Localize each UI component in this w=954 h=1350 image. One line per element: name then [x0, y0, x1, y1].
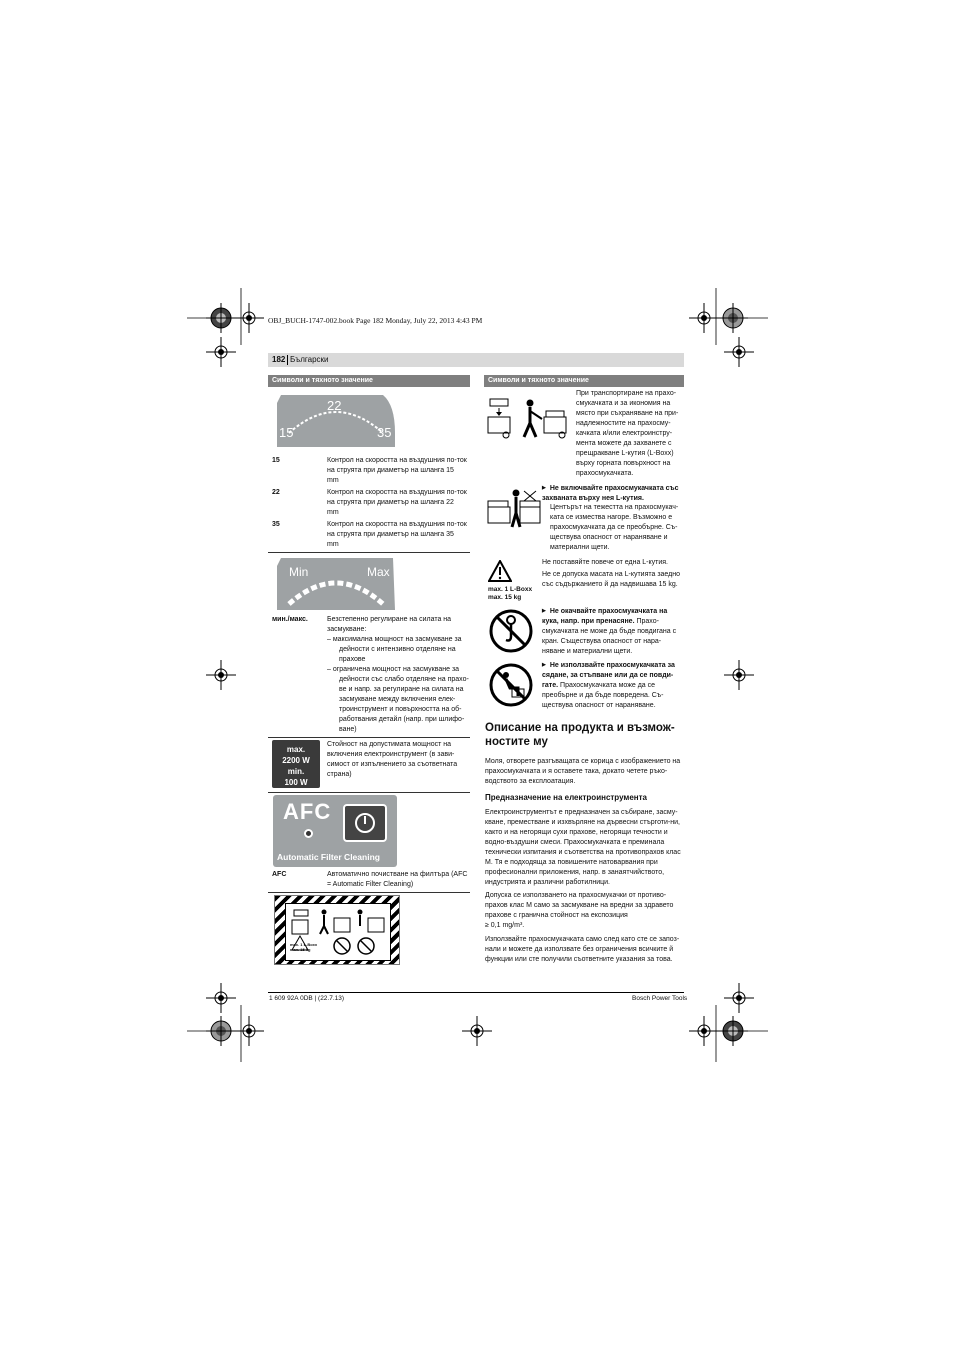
- paragraph-dust-class: Допуска се използването на прахосмукачки от противо-прахов клас М само за засмукване на вредни за здравето прахове с гранична стойност на експозиция: [485, 892, 674, 919]
- dial-label-15: 15: [279, 425, 294, 440]
- registration-target-top-left-2: [234, 303, 264, 333]
- power-label-icon: [272, 740, 320, 788]
- registration-target-bottom-left-top: [206, 983, 236, 1013]
- no-sit-icon: [488, 662, 534, 708]
- power-line-2: 2200 W: [282, 756, 310, 765]
- no-sit-warning-bold: Не използвайте прахосмукачката за сядане, за стъпване или да се повди-гате.: [542, 662, 675, 689]
- power-text: Стойност на допустимата мощност на включения електроинструмент (в зави-симост от изпълнението за съответната страна): [327, 741, 458, 778]
- no-switch-pictogram: [486, 487, 542, 531]
- no-hook-warning-text: Прахо-смукачката не може да бъде повдигана с кран. Съществува опасност от нара-няване и материални щети.: [542, 618, 677, 655]
- no-sit-warning-text: Прахосмукачката може да се преобърне и да бъде повредена. Съ-ществува опасност от нараняване.: [542, 682, 664, 709]
- minmax-intro: Безстепенно регулиране на силата на засмукване:: [327, 616, 452, 633]
- power-line-3: min.: [287, 767, 305, 776]
- registration-target-bottom-right-2: [718, 1016, 748, 1046]
- no-hook-icon: [488, 608, 534, 654]
- page-number: 182: [272, 355, 286, 364]
- dial-label-22: 22: [327, 398, 342, 413]
- registration-target-bottom-right: [689, 1016, 719, 1046]
- warning-label-plate: [274, 895, 400, 965]
- page-header-bar: [268, 353, 684, 367]
- no-hook-warning: [542, 606, 684, 657]
- left-table-header: Символи и тяхното значение: [268, 375, 470, 387]
- no-hook-warning-bold: Не окачвайте прахосмукачката на кука, напр. при пренасяне.: [542, 608, 668, 625]
- transport-lboxx-pictogram: [486, 397, 572, 443]
- weight-text: Не се допуска масата на L-кутията заедно със съдържанието й да надвишава 15 kg.: [542, 571, 681, 588]
- registration-target-top-right: [689, 303, 719, 333]
- afc-logo-caption: Automatic Filter Cleaning: [277, 852, 380, 862]
- print-slug: OBJ_BUCH-1747-002.book Page 182 Monday, July 22, 2013 4:43 PM: [268, 316, 483, 325]
- footer-doc-number: 1 609 92A 0DB | (22.7.13): [269, 995, 345, 1002]
- no-switch-warning: ▶ Не включвайте прахосмукачката със захваната върху нея L-кутия.: [542, 483, 684, 504]
- warning-triangle-icon: [488, 560, 512, 582]
- registration-target-bottom-left: [206, 1016, 236, 1046]
- afc-indicator-icon: [304, 829, 313, 838]
- registration-target-mid-left: [206, 660, 236, 690]
- section-intro: Моля, отворете разгъващата се корица с изображението на прахосмукачката и я оставете така, докато четете ръко-водството за експлоатация.: [485, 758, 681, 785]
- dial-label-35: 35: [377, 425, 392, 440]
- registration-target-bottom-left-2: [234, 1016, 264, 1046]
- power-line-4: 100 W: [284, 778, 308, 787]
- minmax-key: мин./макс.: [272, 616, 308, 623]
- row-rule: [268, 737, 470, 738]
- footer-brand: Bosch Power Tools: [632, 995, 688, 1002]
- row-key-35: 35: [272, 521, 280, 528]
- min-label: Min: [289, 565, 309, 579]
- row-key-22: 22: [272, 489, 280, 496]
- subsection-title: Предназначение на електроинструмента: [485, 793, 647, 802]
- power-line-1: max.: [286, 745, 306, 754]
- row-rule: [268, 552, 470, 553]
- row-text-15: Контрол на скоростта на въздушния по-ток на струята при диаметър на шланга 15 mm: [327, 457, 467, 484]
- max-label: Max: [367, 565, 390, 579]
- registration-target-top-left: [206, 303, 236, 333]
- afc-text: Автоматично почистване на филтъра (AFC = Automatic Filter Cleaning): [327, 871, 468, 888]
- afc-button-icon: [343, 804, 387, 842]
- registration-target-mid-right: [724, 660, 754, 690]
- footer-rule: [268, 992, 684, 993]
- minmax-item-limited: – ограничена мощност на засмукване за дейности със слабо отделяне на прахо-ве и напр. за регулиране на силата на засмукване между включения елек-троинструмент и повърхността на об-работвания детайл (напр. при шлифо-ване): [327, 666, 469, 733]
- registration-target-mid-left-top: [206, 337, 236, 367]
- minmax-item-max: – максимална мощност на засмукване за дейности с интензивно отделяне на прахове: [327, 636, 462, 663]
- plate-text-2: max. 15 kg: [290, 947, 311, 952]
- min-max-dial-image: [275, 556, 397, 612]
- paragraph-intended-use: Електроинструментът е предназначен за събиране, засму-кване, преместване и изхвърляне на дървесни стърготи-ни, както и на негорящи сухи прахове, негорящи течности и водно-въздушни смеси. Прахосмукачката е преминала технически изпитания и съответства на противопрахов клас М. Тя е подходяща за повишените натоварвания при професионални приложения, напр. в занаятчийството, индустрията и различни работилници.: [485, 809, 681, 886]
- registration-target-bottom-center: [462, 1016, 492, 1046]
- row-text-22: Контрол на скоростта на въздушния по-ток на струята при диаметър на шланга 22 mm: [327, 489, 467, 516]
- warning-label-1: max. 1 L-Boxx: [488, 586, 533, 593]
- registration-target-top-right-2: [718, 303, 748, 333]
- row-text-35: Контрол на скоростта на въздушния по-ток на струята при диаметър на шланга 35 mm: [327, 521, 467, 548]
- registration-target-bottom-right-top: [724, 983, 754, 1013]
- row-rule: [268, 792, 470, 793]
- transport-text: При транспортиране на прахо-смукачката и за икономия на място при съхраняване на при-надлежностите на прахосму-качката и/или електроинстру-мента можете да захванете с прещракване L-кутия (L-Boxx) върху горната повърхност на прахосмукачката.: [576, 390, 679, 477]
- airflow-dial-image: [275, 393, 397, 449]
- header-language: Български: [290, 355, 329, 364]
- afc-key: AFC: [272, 871, 287, 878]
- paragraph-exposure-limit: ≥ 0,1 mg/m³.: [485, 922, 525, 929]
- paragraph-usage-condition: Използвайте прахосмукачката само след като сте се запоз-нали и можете да използвате без ограничения всичките й функции или сте получили съответните указания за това.: [485, 936, 680, 963]
- row-key-15: 15: [272, 457, 280, 464]
- header-divider: [287, 355, 288, 365]
- afc-logo-text: AFC: [283, 799, 332, 824]
- warning-label-2: max. 15 kg: [488, 594, 522, 601]
- no-switch-text: Центърът на тежестта на прахосмукач-ката се измества нагоре. Възможно е прахосмукачката да се преобърне. Съ-ществува опасност от нараняване и материални щети.: [550, 504, 679, 551]
- right-table-header: Символи и тяхното значение: [484, 375, 684, 387]
- row-rule: [268, 892, 470, 893]
- section-title: Описание на продукта и възмож-ностите му: [485, 722, 675, 748]
- plate-text-1: max. 1 L-Boxx: [290, 942, 318, 947]
- warning-label-inner: [285, 903, 391, 961]
- one-box-text: Не поставяйте повече от една L-кутия.: [542, 559, 669, 566]
- registration-target-mid-right-top: [724, 337, 754, 367]
- no-sit-warning: [542, 660, 684, 711]
- afc-logo: [273, 795, 397, 867]
